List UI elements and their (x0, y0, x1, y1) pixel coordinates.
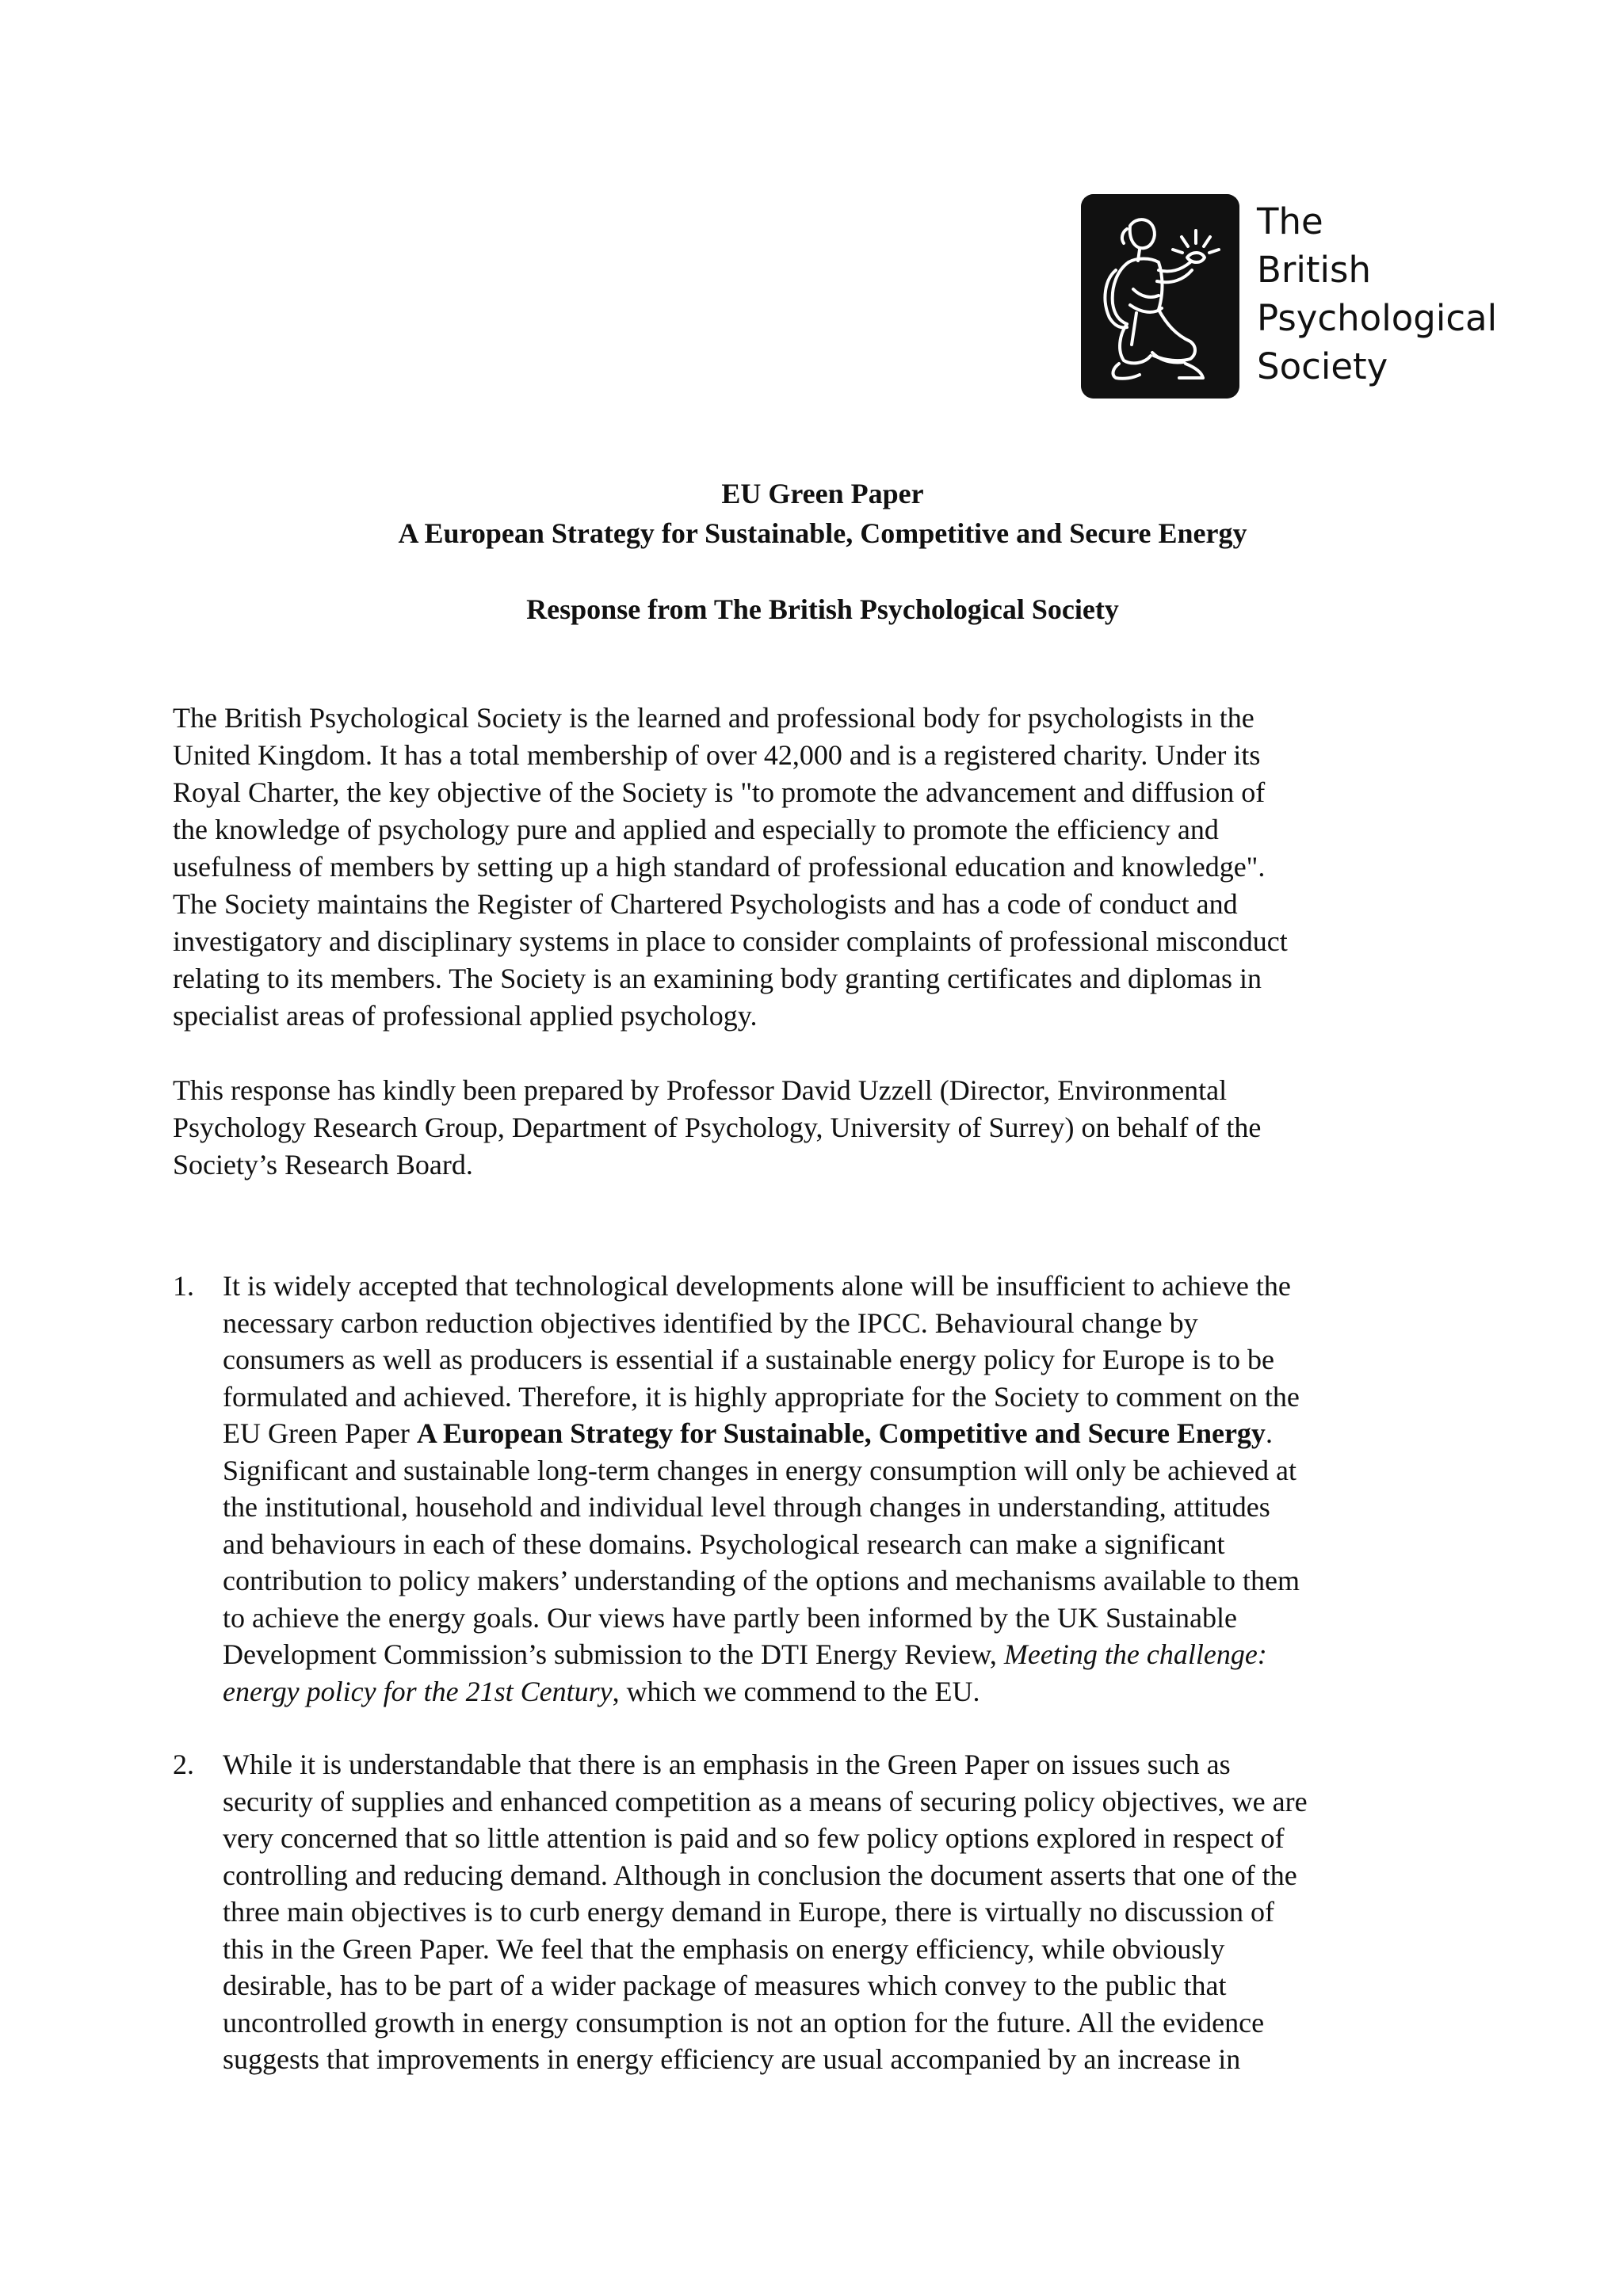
bps-logo-mark-icon (1081, 194, 1239, 399)
text-line (223, 1636, 1472, 1673)
text-line: Significant and sustainable long-term changes in energy consumption will only be achieved at (223, 1454, 1296, 1486)
text-line: necessary carbon reduction objectives identified by the IPCC. Behavioural change by (223, 1306, 1198, 1339)
intro-paragraph-2 (173, 1072, 1472, 1184)
text-line (223, 1415, 1472, 1452)
list-item-2 (173, 1746, 1472, 2078)
text-line: the institutional, household and individual level through changes in understanding, attitudes (223, 1491, 1270, 1523)
text-line: Society’s Research Board. (173, 1149, 473, 1180)
text-line: Royal Charter, the key objective of the Society is "to promote the advancement and diffusion of (173, 776, 1266, 808)
text-line: this in the Green Paper. We feel that the emphasis on energy efficiency, while obviously (223, 1932, 1225, 1965)
text-run: Development Commission’s submission to the DTI Energy Review, (223, 1638, 1004, 1670)
logo-text-line-3: Psychological (1257, 297, 1498, 339)
text-line: contribution to policy makers’ understanding of the options and mechanisms available to them (223, 1565, 1300, 1596)
text-line: security of supplies and enhanced competition as a means of securing policy objectives, we are (223, 1785, 1308, 1817)
text-line: controlling and reducing demand. Although in conclusion the document asserts that one of the (223, 1859, 1297, 1891)
text-line: Psychology Research Group, Department of Psychology, University of Surrey) on behalf of the (173, 1112, 1262, 1143)
text-line: While it is understandable that there is an emphasis in the Green Paper on issues such as (223, 1749, 1231, 1780)
text-line: the knowledge of psychology pure and applied and especially to promote the efficiency and (173, 814, 1219, 845)
logo-wordmark (1257, 197, 1497, 391)
text-line: three main objectives is to curb energy demand in Europe, there is virtually no discussion of (223, 1896, 1275, 1928)
text-line: to achieve the energy goals. Our views have partly been informed by the UK Sustainable (223, 1601, 1237, 1634)
response-heading: Response from The British Psychological Society (526, 593, 1119, 625)
green-paper-title-bold: A European Strategy for Sustainable, Competitive and Secure Energy (416, 1417, 1266, 1449)
heading-spacer (173, 553, 1472, 589)
document-title: EU Green Paper (721, 478, 924, 509)
text-line: and behaviours in each of these domains. Psychological research can make a significant (223, 1527, 1225, 1560)
text-line: specialist areas of professional applied psychology. (173, 1000, 758, 1032)
document-heading (173, 474, 1472, 629)
text-line: United Kingdom. It has a total membership of over 42,000 and is a registered charity. Under its (173, 739, 1261, 771)
bps-logo (1081, 194, 1497, 399)
text-line: suggests that improvements in energy efficiency are usual accompanied by an increase in (223, 2043, 1241, 2075)
report-title-italic: energy policy for the 21st Century (223, 1675, 613, 1707)
text-line: The British Psychological Society is the learned and professional body for psychologists in the (173, 702, 1254, 734)
text-run: , which we commend to the EU. (612, 1675, 980, 1707)
text-line: It is widely accepted that technological developments alone will be insufficient to achieve the (223, 1270, 1291, 1302)
numbered-list (173, 1268, 1472, 2078)
text-line (223, 1673, 1472, 1711)
text-line: very concerned that so little attention is paid and so few policy options explored in respect of (223, 1822, 1285, 1854)
text-line: usefulness of members by setting up a high standard of professional education and knowledge". (173, 851, 1266, 883)
text-run: EU Green Paper (223, 1417, 417, 1449)
intro-paragraph-1 (173, 700, 1472, 1035)
text-line: formulated and achieved. Therefore, it is highly appropriate for the Society to comment on the (223, 1380, 1300, 1413)
text-line: This response has kindly been prepared by Professor David Uzzell (Director, Environmental (173, 1074, 1228, 1106)
text-line: consumers as well as producers is essential if a sustainable energy policy for Europe is to be (223, 1344, 1274, 1375)
list-item-1 (173, 1268, 1472, 1710)
list-item-number: 1. (173, 1270, 194, 1302)
document-subtitle: A European Strategy for Sustainable, Competitive and Secure Energy (398, 517, 1247, 549)
text-line: desirable, has to be part of a wider package of measures which convey to the public that (223, 1970, 1227, 2001)
logo-text-line-4: Society (1257, 345, 1388, 387)
text-line: relating to its members. The Society is an examining body granting certificates and diplomas in (173, 963, 1262, 994)
intro-section (173, 700, 1472, 1184)
text-line: uncontrolled growth in energy consumption is not an option for the future. All the evidence (223, 2006, 1265, 2039)
logo-text-line-2: British (1257, 249, 1371, 291)
report-title-italic: Meeting the challenge: (1003, 1638, 1267, 1670)
text-line: The Society maintains the Register of Chartered Psychologists and has a code of conduct and (173, 888, 1238, 920)
list-item-number: 2. (173, 1749, 194, 1780)
text-line: investigatory and disciplinary systems in place to consider complaints of professional misconduct (173, 925, 1288, 957)
logo-text-line-1: The (1257, 200, 1323, 242)
text-run: . (1265, 1417, 1273, 1449)
